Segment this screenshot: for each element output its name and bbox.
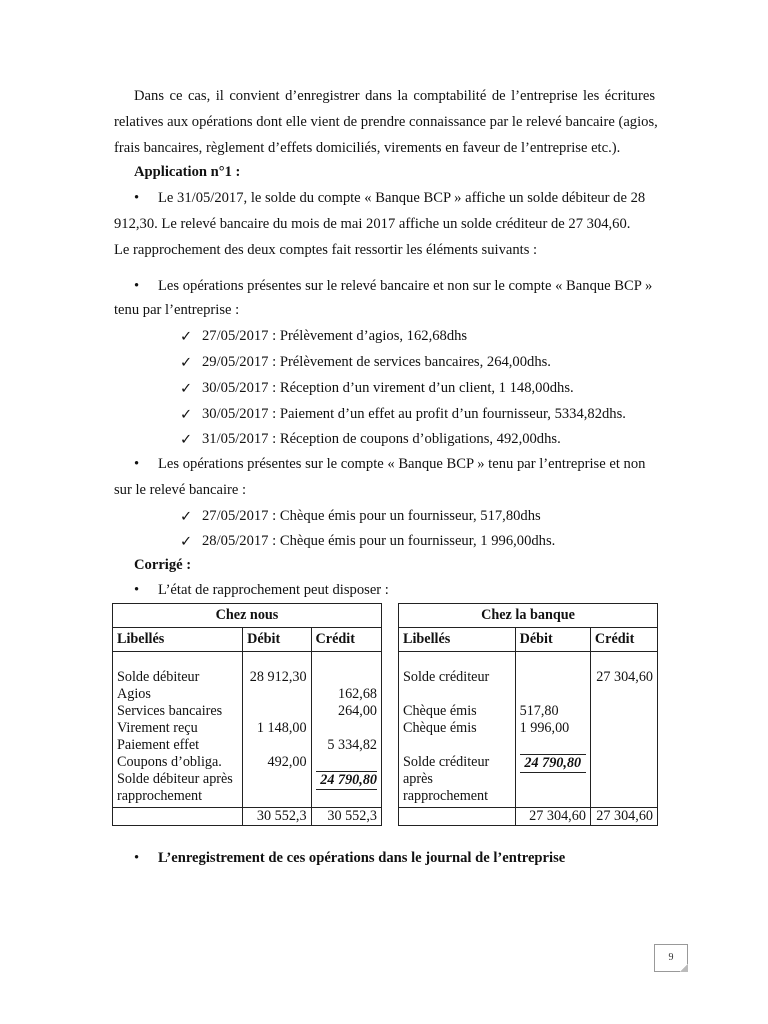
total-label: [399, 808, 516, 826]
row-label: Chèque émis: [403, 703, 477, 719]
row-label: Coupons d’obliga.: [117, 754, 222, 770]
corrige-title: Corrigé :: [134, 557, 192, 573]
credit-value: [595, 720, 653, 737]
row-label: rapprochement: [403, 788, 489, 804]
credit-value: [595, 788, 653, 805]
credit-value: 162,68: [337, 686, 377, 702]
list1-line-2: tenu par l’entreprise :: [114, 302, 240, 318]
debit-value: [247, 788, 306, 805]
row-label: [403, 737, 511, 754]
check-icon: ✓: [180, 329, 193, 345]
debit-cell: [515, 652, 590, 808]
col-header: Crédit: [311, 628, 381, 652]
row-label: Virement reçu: [117, 720, 198, 736]
journal-text: L’enregistrement de ces opérations dans le journal de l’entreprise: [158, 850, 566, 866]
row-label: Solde créditeur: [403, 669, 490, 685]
list1-item: 30/05/2017 : Paiement d’un effet au profit d’un fournisseur, 5334,82dhs.: [202, 406, 626, 422]
row-label: Solde débiteur après: [117, 771, 233, 787]
bullet-icon: •: [134, 278, 140, 294]
debit-cell: [243, 652, 311, 808]
debit-value: 517,80: [519, 703, 559, 719]
credit-value: 27 304,60: [596, 669, 653, 685]
para1-line-2: 912,30. Le relevé bancaire du mois de mai 2017 affiche un solde créditeur de 27 304,60.: [114, 216, 631, 232]
labels-cell: [399, 652, 516, 808]
list1-line-1: Les opérations présentes sur le relevé bancaire et non sur le compte « Banque BCP »: [158, 278, 653, 294]
total-credit: 30 552,3: [311, 808, 381, 826]
credit-value: [316, 790, 377, 807]
check-icon: ✓: [180, 381, 193, 397]
para2: Le rapprochement des deux comptes fait ressortir les éléments suivants :: [114, 242, 538, 258]
debit-value: [520, 737, 586, 754]
check-icon: ✓: [180, 355, 193, 371]
debit-value: [247, 703, 306, 720]
check-icon: ✓: [180, 509, 193, 525]
list2-line-2: sur le relevé bancaire :: [114, 482, 247, 498]
list2-item: 28/05/2017 : Chèque émis pour un fournisseur, 1 996,00dhs.: [202, 533, 556, 549]
row-label: après: [403, 771, 433, 787]
row-label: rapprochement: [117, 788, 203, 804]
page-number: 9: [654, 944, 688, 972]
check-icon: ✓: [180, 432, 193, 448]
labels-cell: [113, 652, 243, 808]
credit-value: [595, 703, 653, 720]
debit-value: [247, 737, 306, 754]
check-icon: ✓: [180, 407, 193, 423]
table-chez-la-banque: [398, 603, 658, 826]
check-icon: ✓: [180, 534, 193, 550]
etat-text: L’état de rapprochement peut disposer :: [158, 582, 389, 598]
debit-value: [247, 771, 306, 788]
row-label: Solde créditeur: [403, 754, 490, 770]
solde-rapprochement-value: 24 790,80: [316, 771, 377, 790]
credit-cell: [311, 652, 381, 808]
bullet-icon: •: [134, 456, 140, 472]
col-header: Libellés: [113, 628, 243, 652]
intro-line-2: relatives aux opérations dont elle vient de prendre connaissance par le relevé bancaire (agios,: [114, 114, 658, 130]
col-header: Débit: [243, 628, 311, 652]
credit-cell: [590, 652, 657, 808]
bullet-icon: •: [134, 850, 140, 866]
row-label: Solde débiteur: [117, 669, 200, 685]
debit-value: 492,00: [267, 754, 307, 770]
row-label: Agios: [117, 686, 151, 702]
bullet-icon: •: [134, 190, 140, 206]
total-debit: 30 552,3: [243, 808, 311, 826]
list1-item: 29/05/2017 : Prélèvement de services bancaires, 264,00dhs.: [202, 354, 551, 370]
credit-value: [316, 754, 377, 771]
debit-value: [520, 790, 586, 807]
credit-value: [316, 720, 377, 737]
row-label: [403, 686, 511, 703]
credit-value: 5 334,82: [327, 737, 377, 753]
total-credit: 27 304,60: [590, 808, 657, 826]
credit-value: [595, 771, 653, 788]
debit-value: [520, 669, 586, 686]
col-header: Crédit: [590, 628, 657, 652]
credit-value: [595, 686, 653, 703]
table-title: Chez nous: [113, 604, 382, 628]
row-label: Paiement effet: [117, 737, 200, 753]
debit-value: 1 996,00: [519, 720, 570, 736]
row-label: Services bancaires: [117, 703, 223, 719]
table-chez-nous: [112, 603, 382, 826]
para1-line-1: Le 31/05/2017, le solde du compte « Banque BCP » affiche un solde débiteur de 28: [158, 190, 646, 206]
debit-value: [247, 686, 306, 703]
list1-item: 31/05/2017 : Réception de coupons d’obligations, 492,00dhs.: [202, 431, 561, 447]
debit-value: 1 148,00: [256, 720, 307, 736]
intro-line-1: Dans ce cas, il convient d’enregistrer dans la comptabilité de l’entreprise les écritures: [134, 88, 655, 104]
total-label: [113, 808, 243, 826]
credit-value: 264,00: [337, 703, 377, 719]
credit-value: [595, 754, 653, 771]
total-debit: 27 304,60: [515, 808, 590, 826]
bullet-icon: •: [134, 582, 140, 598]
col-header: Débit: [515, 628, 590, 652]
row-label: Chèque émis: [403, 720, 477, 736]
credit-value: [316, 669, 377, 686]
debit-value: [520, 773, 586, 790]
debit-value: 28 912,30: [249, 669, 307, 685]
application-title: Application n°1 :: [134, 164, 241, 180]
table-title: Chez la banque: [399, 604, 658, 628]
list1-item: 30/05/2017 : Réception d’un virement d’un client, 1 148,00dhs.: [202, 380, 574, 396]
debit-value: [520, 686, 586, 703]
intro-line-3: frais bancaires, règlement d’effets domiciliés, virements en faveur de l’entreprise etc.).: [114, 140, 621, 156]
list1-item: 27/05/2017 : Prélèvement d’agios, 162,68dhs: [202, 328, 468, 344]
col-header: Libellés: [399, 628, 516, 652]
list2-item: 27/05/2017 : Chèque émis pour un fournisseur, 517,80dhs: [202, 508, 541, 524]
list2-line-1: Les opérations présentes sur le compte « Banque BCP » tenu par l’entreprise et non: [158, 456, 646, 472]
solde-rapprochement-value: 24 790,80: [520, 754, 586, 773]
credit-value: [595, 737, 653, 754]
